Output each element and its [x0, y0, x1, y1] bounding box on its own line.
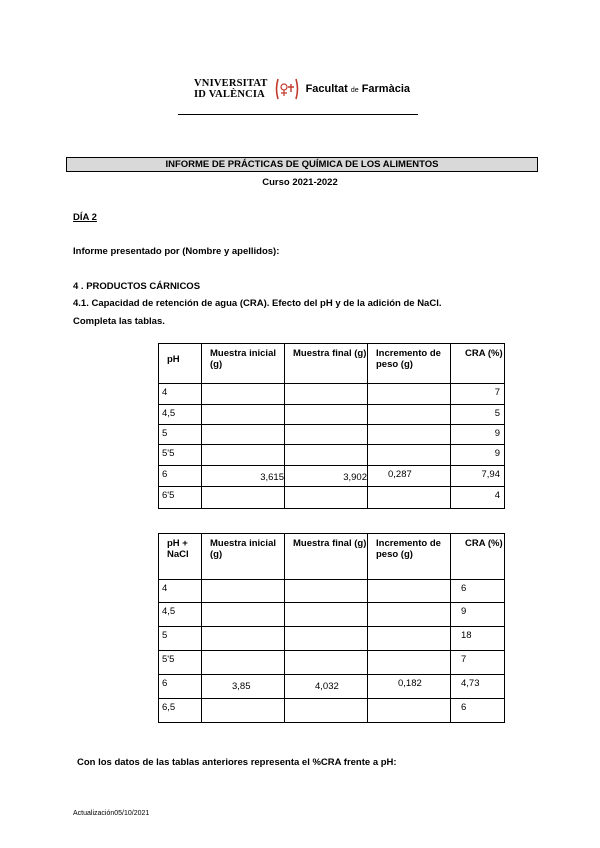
cell-ph: 4,5 [159, 603, 202, 627]
table-row [159, 675, 505, 699]
header-final-sample: Muestra final (g) [285, 534, 368, 580]
university-name-line1: VNIVERSITAT [194, 78, 268, 89]
cell-final[interactable] [285, 651, 368, 675]
university-name [194, 78, 268, 100]
cell-increase[interactable] [368, 487, 451, 509]
cell-final[interactable] [285, 580, 368, 603]
cell-increase[interactable] [368, 445, 451, 466]
table-row [159, 466, 505, 487]
cell-ph: 4 [159, 580, 202, 603]
table-row [159, 651, 505, 675]
cell-initial[interactable] [202, 603, 285, 627]
cell-initial[interactable] [202, 651, 285, 675]
header-ph-nacl: pH + NaCl [159, 534, 202, 580]
cell-initial[interactable]: 3,85 [202, 675, 285, 699]
cell-initial[interactable] [202, 627, 285, 651]
instruction-text: Completa las tablas. [73, 316, 165, 327]
cell-ph: 4,5 [159, 405, 202, 425]
header-divider [178, 114, 418, 115]
cell-increase[interactable] [368, 580, 451, 603]
cell-cra[interactable]: 9 [451, 603, 505, 627]
university-name-line2: ID VALÈNCIA [194, 89, 265, 100]
cell-initial[interactable] [202, 580, 285, 603]
cell-ph: 6 [159, 466, 202, 487]
day-label: DÍA 2 [73, 212, 97, 223]
cell-cra[interactable]: 7 [451, 384, 505, 405]
cell-final[interactable] [285, 405, 368, 425]
header-ph: pH [159, 344, 202, 384]
university-crest-icon [274, 78, 300, 100]
cell-cra[interactable]: 6 [451, 580, 505, 603]
subsection-heading: 4.1. Capacidad de retención de agua (CRA). Efecto del pH y de la adición de NaCl. [73, 298, 442, 309]
cell-ph: 5'5 [159, 651, 202, 675]
cell-ph: 6,5 [159, 699, 202, 723]
cell-ph: 6 [159, 675, 202, 699]
cell-cra[interactable]: 5 [451, 405, 505, 425]
document-title: INFORME DE PRÁCTICAS DE QUÍMICA DE LOS ALIMENTOS [66, 157, 538, 172]
cell-increase[interactable]: 0,182 [368, 675, 451, 699]
cell-cra[interactable]: 4,73 [451, 675, 505, 699]
footer-update-date: Actualización05/10/2021 [73, 810, 150, 817]
cell-final[interactable]: 4,032 [285, 675, 368, 699]
section-heading: 4 . PRODUCTOS CÁRNICOS [73, 281, 201, 292]
table-header-row [159, 344, 505, 384]
cell-cra[interactable]: 9 [451, 425, 505, 445]
table-row [159, 699, 505, 723]
cell-ph: 5 [159, 425, 202, 445]
table-header-row [159, 534, 505, 580]
closing-instruction: Con los datos de las tablas anteriores representa el %CRA frente a pH: [77, 757, 397, 768]
cell-cra[interactable]: 4 [451, 487, 505, 509]
table-row [159, 580, 505, 603]
faculty-name [306, 83, 410, 95]
cell-initial[interactable] [202, 445, 285, 466]
cell-initial[interactable]: 3,615 [202, 466, 285, 487]
cell-increase[interactable] [368, 405, 451, 425]
course-year: Curso 2021-2022 [262, 177, 338, 188]
table-cra-ph-nacl [158, 533, 505, 723]
cell-increase[interactable]: 0,287 [368, 466, 451, 487]
presented-by-label: Informe presentado por (Nombre y apellidos): [73, 246, 280, 257]
cell-ph: 4 [159, 384, 202, 405]
cell-final[interactable] [285, 699, 368, 723]
table-cra-ph [158, 343, 505, 509]
cell-initial[interactable] [202, 487, 285, 509]
header-weight-increase: Incremento de peso (g) [368, 344, 451, 384]
faculty-name-part2: Farmàcia [361, 83, 410, 95]
cell-final[interactable] [285, 445, 368, 466]
table-row [159, 445, 505, 466]
cell-final[interactable] [285, 425, 368, 445]
table-row [159, 603, 505, 627]
cell-increase[interactable] [368, 425, 451, 445]
cell-increase[interactable] [368, 627, 451, 651]
cell-final[interactable] [285, 627, 368, 651]
cell-cra[interactable]: 18 [451, 627, 505, 651]
cell-final[interactable]: 3,902 [285, 466, 368, 487]
cell-ph: 6'5 [159, 487, 202, 509]
faculty-name-de: de [350, 87, 359, 94]
cell-cra[interactable]: 9 [451, 445, 505, 466]
cell-initial[interactable] [202, 384, 285, 405]
cell-final[interactable] [285, 384, 368, 405]
cell-final[interactable] [285, 487, 368, 509]
header-cra: CRA (%) [451, 344, 505, 384]
cell-ph: 5 [159, 627, 202, 651]
cell-cra[interactable]: 6 [451, 699, 505, 723]
cell-increase[interactable] [368, 651, 451, 675]
faculty-name-part1: Facultat [305, 83, 348, 95]
cell-cra[interactable]: 7,94 [451, 466, 505, 487]
table-row [159, 405, 505, 425]
table-row [159, 627, 505, 651]
header-cra: CRA (%) [451, 534, 505, 580]
cell-final[interactable] [285, 603, 368, 627]
cell-initial[interactable] [202, 425, 285, 445]
university-logo [194, 78, 410, 100]
header-initial-sample: Muestra inicial (g) [202, 534, 285, 580]
header-final-sample: Muestra final (g) [285, 344, 368, 384]
header-initial-sample: Muestra inicial (g) [202, 344, 285, 384]
cell-initial[interactable] [202, 699, 285, 723]
header-weight-increase: Incremento de peso (g) [368, 534, 451, 580]
cell-initial[interactable] [202, 405, 285, 425]
cell-cra[interactable]: 7 [451, 651, 505, 675]
cell-ph: 5'5 [159, 445, 202, 466]
cell-increase[interactable] [368, 699, 451, 723]
table-row [159, 425, 505, 445]
table-row [159, 487, 505, 509]
cell-increase[interactable] [368, 603, 451, 627]
table-row [159, 384, 505, 405]
cell-increase[interactable] [368, 384, 451, 405]
